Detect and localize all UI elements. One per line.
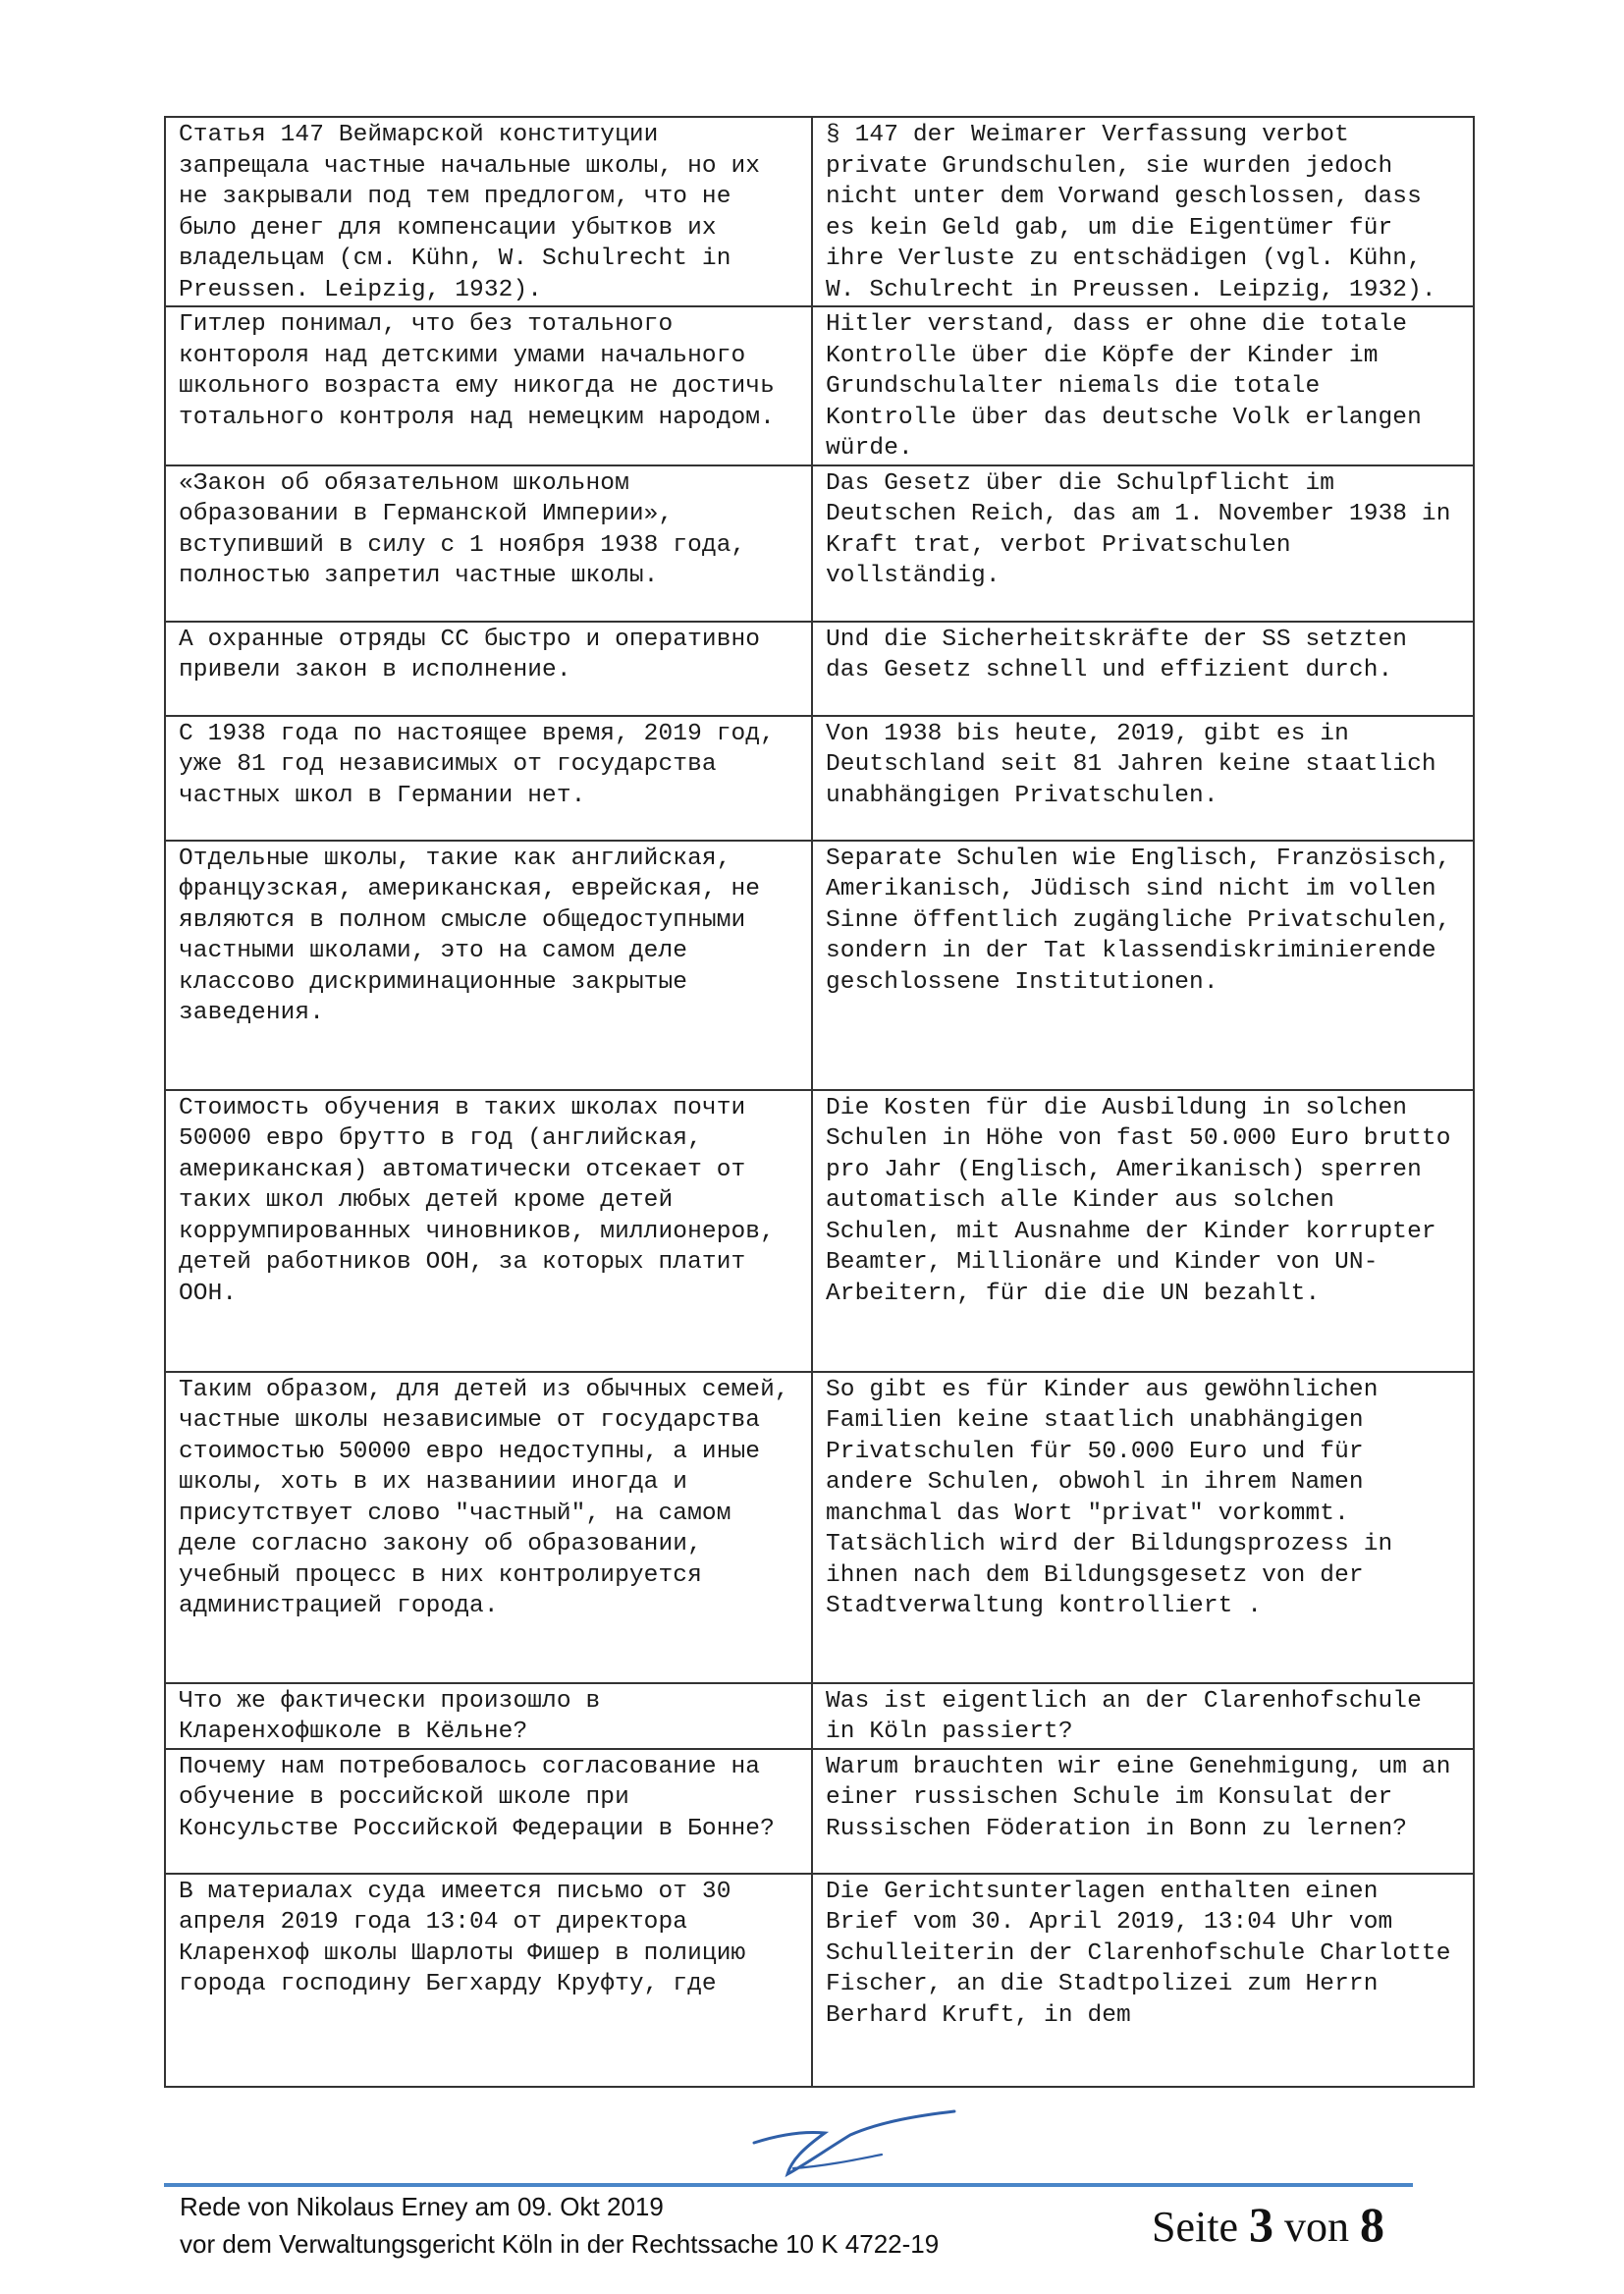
russian-text-cell: Стоимость обучения в таких школах почти 50000 евро брутто в год (английская, американская) автоматически отсекает от таких школ любых детей кроме детей коррумпированных чиновников, миллионеров, детей работников ООН, за которых платит ООН. bbox=[165, 1090, 812, 1372]
russian-text-cell: Почему нам потребовалось согласование на обучение в российской школе при Консульстве Российской Федерации в Бонне? bbox=[165, 1749, 812, 1874]
german-text-cell: So gibt es für Kinder aus gewöhnlichen Familien keine staatlich unabhängigen Privatschulen für 50.000 Euro und für andere Schulen, obwohl in ihrem Namen manchmal das Wort "privat" vorkommt. Tatsächlich wird der Bildungsprozess in ihnen nach dem Bildungsgesetz von der Stadtverwaltung kontrolliert . bbox=[812, 1372, 1474, 1683]
german-text-cell: Die Kosten für die Ausbildung in solchen Schulen in Höhe von fast 50.000 Euro brutto pro Jahr (Englisch, Amerikanisch) sperren automatisch alle Kinder aus solchen Schulen, mit Ausnahme der Kinder korrupter Beamter, Millionäre und Kinder von UN-Arbeitern, für die die UN bezahlt. bbox=[812, 1090, 1474, 1372]
russian-text-cell: Что же фактически произошло в Кларенхофшколе в Кёльне? bbox=[165, 1683, 812, 1749]
page-prefix: Seite bbox=[1152, 2203, 1249, 2251]
page-mid: von bbox=[1273, 2203, 1360, 2251]
bilingual-table bbox=[164, 116, 1475, 2088]
table-row bbox=[165, 841, 1474, 1090]
table-row bbox=[165, 306, 1474, 465]
table-row bbox=[165, 1372, 1474, 1683]
table-row bbox=[165, 1683, 1474, 1749]
footer-case-line: vor dem Verwaltungsgericht Köln in der Rechtssache 10 K 4722-19 bbox=[180, 2229, 940, 2259]
table-row bbox=[165, 117, 1474, 306]
russian-text-cell: Отдельные школы, такие как английская, французская, американская, еврейская, не являются в полном смысле общедоступными частными школами, это на самом деле классово дискриминационные закрытые заведения. bbox=[165, 841, 812, 1090]
footer-divider bbox=[164, 2183, 1413, 2187]
german-text-cell: Separate Schulen wie Englisch, Französisch, Amerikanisch, Jüdisch sind nicht im vollen Sinne öffentlich zugängliche Privatschulen, sondern in der Tat klassendiskriminierende geschlossene Institutionen. bbox=[812, 841, 1474, 1090]
russian-text-cell: А охранные отряды СС быстро и оперативно привели закон в исполнение. bbox=[165, 622, 812, 716]
footer-title-line: Rede von Nikolaus Erney am 09. Okt 2019 bbox=[180, 2192, 664, 2221]
german-text-cell: Warum brauchten wir eine Genehmigung, um an einer russischen Schule im Konsulat der Russischen Föderation in Bonn zu lernen? bbox=[812, 1749, 1474, 1874]
german-text-cell: Von 1938 bis heute, 2019, gibt es in Deutschland seit 81 Jahren keine staatlich unabhängigen Privatschulen. bbox=[812, 716, 1474, 841]
page-total: 8 bbox=[1360, 2197, 1384, 2252]
german-text-cell: § 147 der Weimarer Verfassung verbot private Grundschulen, sie wurden jedoch nicht unter dem Vorwand geschlossen, dass es kein Geld gab, um die Eigentümer für ihre Verluste zu entschädigen (vgl. Kühn, W. Schulrecht in Preussen. Leipzig, 1932). bbox=[812, 117, 1474, 306]
table-row bbox=[165, 622, 1474, 716]
russian-text-cell: С 1938 года по настоящее время, 2019 год, уже 81 год независимых от государства частных школ в Германии нет. bbox=[165, 716, 812, 841]
russian-text-cell: Статья 147 Веймарской конституции запрещала частные начальные школы, но их не закрывали под тем предлогом, что не было денег для компенсации убытков их владельцам (см. Kühn, W. Schulrecht in Preussen. Leipzig, 1932). bbox=[165, 117, 812, 306]
page-number bbox=[1152, 2196, 1384, 2253]
handwritten-signature bbox=[734, 2092, 960, 2190]
table-row bbox=[165, 716, 1474, 841]
russian-text-cell: Таким образом, для детей из обычных семей, частные школы независимые от государства стоимостью 50000 евро недоступны, а иные школы, хоть в их названиии иногда и присутствует слово "частный", на самом деле согласно закону об образовании, учебный процесс в них контролируется администрацией города. bbox=[165, 1372, 812, 1683]
table-row bbox=[165, 1749, 1474, 1874]
page-current: 3 bbox=[1249, 2197, 1273, 2252]
german-text-cell: Die Gerichtsunterlagen enthalten einen Brief vom 30. April 2019, 13:04 Uhr vom Schulleiterin der Clarenhofschule Charlotte Fischer, an die Stadtpolizei zum Herrn Berhard Kruft, in dem bbox=[812, 1874, 1474, 2087]
german-text-cell: Und die Sicherheitskräfte der SS setzten das Gesetz schnell und effizient durch. bbox=[812, 622, 1474, 716]
german-text-cell: Was ist eigentlich an der Clarenhofschule in Köln passiert? bbox=[812, 1683, 1474, 1749]
table-row bbox=[165, 465, 1474, 622]
german-text-cell: Das Gesetz über die Schulpflicht im Deutschen Reich, das am 1. November 1938 in Kraft trat, verbot Privatschulen vollständig. bbox=[812, 465, 1474, 622]
german-text-cell: Hitler verstand, dass er ohne die totale Kontrolle über die Köpfe der Kinder im Grundschulalter niemals die totale Kontrolle über das deutsche Volk erlangen würde. bbox=[812, 306, 1474, 465]
russian-text-cell: «Закон об обязательном школьном образовании в Германской Империи», вступивший в силу с 1 ноября 1938 года, полностью запретил частные школы. bbox=[165, 465, 812, 622]
table-row bbox=[165, 1874, 1474, 2087]
russian-text-cell: В материалах суда имеется письмо от 30 апреля 2019 года 13:04 от директора Кларенхоф школы Шарлоты Фишер в полицию города господину Бегхарду Круфту, где bbox=[165, 1874, 812, 2087]
russian-text-cell: Гитлер понимал, что без тотального контороля над детскими умами начального школьного возраста ему никогда не достичь тотального контроля над немецким народом. bbox=[165, 306, 812, 465]
table-row bbox=[165, 1090, 1474, 1372]
